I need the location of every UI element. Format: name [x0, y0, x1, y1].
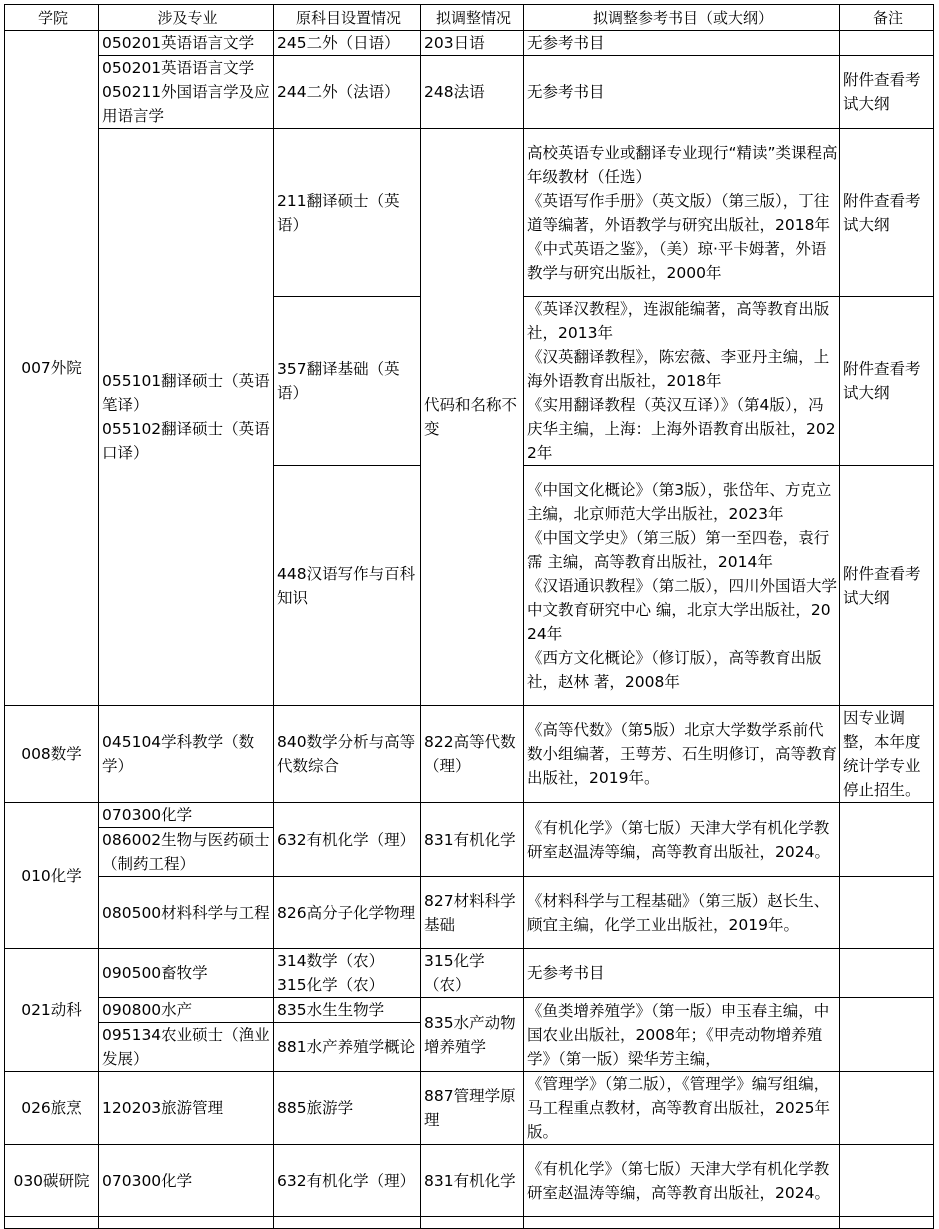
reference-line: 《汉语通识教程》（第二版），四川外国语大学中文教育研究中心 编，北京大学出版社，2024年 [527, 576, 838, 643]
reference-cell: 《高等代数》（第5版）北京大学数学系前代数小组编著，王萼芳、石生明修订，高等教育出版社，2019年。 [524, 706, 840, 803]
school-cell: 021动科 [5, 949, 99, 1072]
remark-cell: 因专业调整，本年度统计学专业停止招生。 [840, 706, 934, 803]
original-subject-cell: 840数学分析与高等代数综合 [274, 706, 421, 803]
remark-cell: 附件查看考试大纲 [840, 129, 934, 297]
reference-cell: 无参考书目 [524, 31, 840, 56]
adjustment-cell: 248法语 [421, 56, 524, 129]
adjustment-cell: 887管理学原理 [421, 1072, 524, 1145]
school-cell: 007外院 [5, 31, 99, 706]
reference-line: 《实用翻译教程（英汉互译）》（第4版），冯庆华主编，上海：上海外语教育出版社，2022年 [527, 396, 836, 462]
adjustment-cell: 831有机化学 [421, 1145, 524, 1217]
reference-line: 《汉英翻译教程》，陈宏薇、李亚丹主编，上海外语教育出版社，2018年 [527, 348, 830, 390]
remark-cell: 附件查看考试大纲 [840, 297, 934, 466]
table-row [5, 1072, 934, 1145]
adjustment-table [4, 4, 934, 1229]
empty-cell [421, 1217, 524, 1229]
major-cell: 086002生物与医药硕士（制药工程） [99, 828, 274, 877]
major-cell: 080500材料科学与工程 [99, 877, 274, 949]
table-row [5, 1217, 934, 1229]
reference-line: 《西方文化概论》（修订版），高等教育出版社，赵林 著，2008年 [527, 648, 822, 691]
remark-cell [840, 803, 934, 877]
original-subject-cell: 244二外（法语） [274, 56, 421, 129]
reference-line: 《中式英语之鉴》，（美）琼·平卡姆著，外语教学与研究出版社，2000年 [527, 239, 827, 282]
major-cell: 120203旅游管理 [99, 1072, 274, 1145]
reference-cell: 《有机化学》（第七版）天津大学有机化学教研室赵温涛等编，高等教育出版社，2024。 [524, 1145, 840, 1217]
reference-line: 《中国文学史》（第三版）第一至四卷，袁行霈 主编，高等教育出版社，2014年 [527, 528, 830, 571]
original-subject-cell: 632有机化学（理） [274, 803, 421, 877]
reference-line: 《英译汉教程》，连淑能编著，高等教育出版社，2013年 [527, 300, 830, 342]
remark-cell [840, 998, 934, 1072]
header-original-subject: 原科目设置情况 [274, 5, 421, 31]
reference-cell: 无参考书目 [524, 56, 840, 129]
empty-cell [5, 1217, 99, 1229]
remark-cell [840, 1072, 934, 1145]
header-row [5, 5, 934, 31]
adjustment-cell: 代码和名称不变 [421, 129, 524, 706]
major-cell: 045104学科教学（数学） [99, 706, 274, 803]
original-subject-cell: 632有机化学（理） [274, 1145, 421, 1217]
major-cell: 090800水产 [99, 998, 274, 1023]
major-cell: 070300化学 [99, 1145, 274, 1217]
original-subject-line: 314数学（农） [277, 952, 385, 970]
reference-cell: 《有机化学》（第七版）天津大学有机化学教研室赵温涛等编，高等教育出版社，2024。 [524, 803, 840, 877]
original-subject-cell: 357翻译基础（英语） [274, 297, 421, 466]
reference-cell [524, 297, 840, 466]
major-cell [99, 129, 274, 706]
remark-cell: 附件查看考试大纲 [840, 56, 934, 129]
table-row [5, 129, 934, 297]
major-cell: 090500畜牧学 [99, 949, 274, 998]
school-cell: 008数学 [5, 706, 99, 803]
original-subject-cell: 448汉语写作与百科知识 [274, 466, 421, 706]
adjustment-cell: 822高等代数（理） [421, 706, 524, 803]
reference-line: 《英语写作手册》（英文版）（第三版），丁往道等编著，外语教学与研究出版社，2018年 [527, 191, 830, 234]
remark-cell [840, 949, 934, 998]
major-line: 055101翻译硕士（英语笔译） [102, 372, 270, 414]
header-remark: 备注 [840, 5, 934, 31]
major-line: 055102翻译硕士（英语口译） [102, 420, 270, 462]
major-line: 050201英语语言文学 [102, 59, 255, 77]
reference-cell: 无参考书目 [524, 949, 840, 998]
table-row [5, 56, 934, 129]
table-row [5, 877, 934, 949]
table-row [5, 803, 934, 828]
original-subject-cell: 835水生生物学 [274, 998, 421, 1023]
reference-cell [524, 466, 840, 706]
original-subject-cell: 826高分子化学物理 [274, 877, 421, 949]
adjustment-cell: 831有机化学 [421, 803, 524, 877]
major-cell: 050201英语语言文学 [99, 31, 274, 56]
reference-cell: 《管理学》（第二版），《管理学》编写组编，马工程重点教材，高等教育出版社，2025年版。 [524, 1072, 840, 1145]
empty-cell [840, 1217, 934, 1229]
original-subject-line: 315化学（农） [277, 976, 385, 994]
header-school: 学院 [5, 5, 99, 31]
major-line: 050211外国语言学及应用语言学 [102, 83, 270, 125]
major-cell: 070300化学 [99, 803, 274, 828]
table-row [5, 31, 934, 56]
reference-cell: 《材料科学与工程基础》（第三版）赵长生、顾宜主编，化学工业出版社，2019年。 [524, 877, 840, 949]
adjustment-cell: 827材料科学基础 [421, 877, 524, 949]
empty-cell [524, 1217, 840, 1229]
header-adjustment: 拟调整情况 [421, 5, 524, 31]
reference-cell [524, 129, 840, 297]
major-cell: 095134农业硕士（渔业发展） [99, 1023, 274, 1072]
school-cell: 010化学 [5, 803, 99, 949]
major-cell [99, 56, 274, 129]
table-row [5, 1145, 934, 1217]
header-major: 涉及专业 [99, 5, 274, 31]
original-subject-cell: 885旅游学 [274, 1072, 421, 1145]
school-cell: 026旅烹 [5, 1072, 99, 1145]
header-reference: 拟调整参考书目（或大纲） [524, 5, 840, 31]
original-subject-cell [274, 949, 421, 998]
remark-cell [840, 31, 934, 56]
school-cell: 030碳研院 [5, 1145, 99, 1217]
original-subject-cell: 881水产养殖学概论 [274, 1023, 421, 1072]
adjustment-cell: 315化学（农） [421, 949, 524, 998]
reference-cell: 《鱼类增养殖学》（第一版）申玉春主编，中国农业出版社，2008年；《甲壳动物增养殖学》（第一版）梁华芳主编， [524, 998, 840, 1072]
table-row [5, 949, 934, 998]
table-row [5, 998, 934, 1023]
empty-cell [274, 1217, 421, 1229]
table-row [5, 706, 934, 803]
original-subject-cell: 245二外（日语） [274, 31, 421, 56]
empty-cell [99, 1217, 274, 1229]
adjustment-cell: 203日语 [421, 31, 524, 56]
original-subject-cell: 211翻译硕士（英语） [274, 129, 421, 297]
remark-cell [840, 877, 934, 949]
reference-line: 高校英语专业或翻译专业现行“精读”类课程高年级教材（任选） [527, 143, 838, 186]
reference-line: 《中国文化概论》（第3版），张岱年、方克立 主编，北京师范大学出版社，2023年 [527, 480, 832, 523]
remark-cell: 附件查看考试大纲 [840, 466, 934, 706]
adjustment-cell: 835水产动物增养殖学 [421, 998, 524, 1072]
remark-cell [840, 1145, 934, 1217]
